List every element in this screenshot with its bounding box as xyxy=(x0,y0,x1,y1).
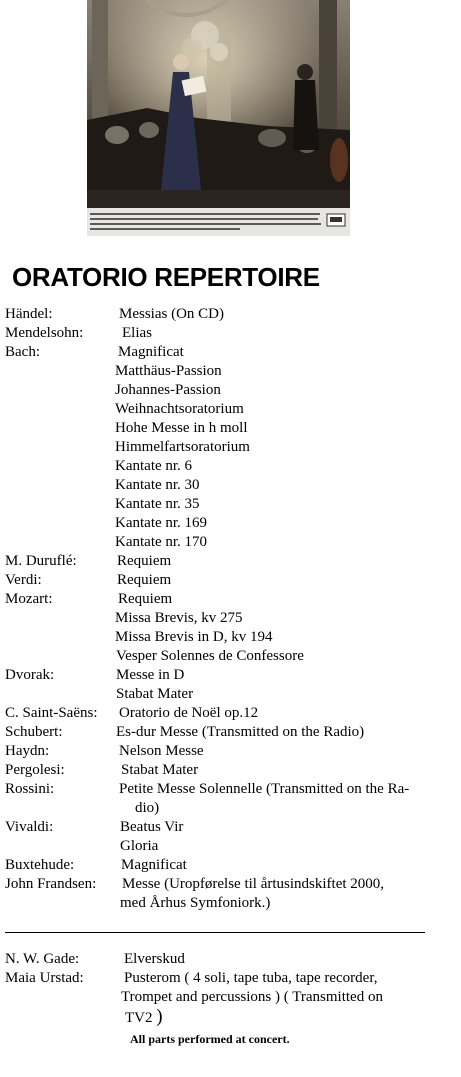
work-title xyxy=(116,647,304,666)
repertoire-row xyxy=(5,533,455,552)
composer-name: Mozart: xyxy=(5,591,53,607)
work-title-text: Oratorio de Noël op.12 xyxy=(119,705,259,721)
composer-name: Dvorak: xyxy=(5,667,55,683)
work-title-text: Messias (On CD) xyxy=(119,306,224,322)
work-title-text: Trompet and percussions ) ( Transmitted on xyxy=(121,989,383,1005)
work-title xyxy=(115,362,222,381)
repertoire-row xyxy=(5,685,455,704)
caption-text-lines xyxy=(87,208,350,236)
work-title-text: Nelson Messe xyxy=(119,743,204,759)
repertoire-row xyxy=(5,381,455,400)
repertoire-row xyxy=(5,438,455,457)
work-title-text: Kantate nr. 30 xyxy=(115,477,200,493)
work-title xyxy=(119,742,204,761)
composer-name: Rossini: xyxy=(5,781,55,797)
work-title-text: med Århus Symfoniork.) xyxy=(120,895,271,911)
work-title xyxy=(119,704,258,723)
repertoire-row xyxy=(5,552,455,571)
work-title-text: Kantate nr. 169 xyxy=(115,515,208,531)
repertoire-row xyxy=(5,590,455,609)
work-title xyxy=(119,780,409,799)
repertoire-row xyxy=(5,609,455,628)
work-title xyxy=(120,837,158,856)
work-title-text: Gloria xyxy=(120,838,159,854)
work-title xyxy=(121,988,383,1007)
composer-name: Schubert: xyxy=(5,724,63,740)
work-title-text: Magnificat xyxy=(118,344,184,360)
work-title-text: Beatus Vir xyxy=(120,819,184,835)
repertoire-row xyxy=(5,400,455,419)
work-title xyxy=(124,950,185,969)
work-title-text: Matthäus-Passion xyxy=(115,363,222,379)
work-title xyxy=(121,761,198,780)
repertoire-row xyxy=(5,894,455,913)
work-title xyxy=(115,476,200,495)
work-title-text: Kantate nr. 6 xyxy=(115,458,193,474)
work-title-text: Kantate nr. 35 xyxy=(115,496,200,512)
repertoire-row xyxy=(5,571,455,590)
work-title xyxy=(116,723,364,742)
composer-name: Pergolesi: xyxy=(5,762,65,778)
work-title-text: Weihnachtsoratorium xyxy=(115,401,244,417)
work-title-text: Messe (Uropførelse til årtusindskiftet 2000, xyxy=(122,876,385,892)
work-title xyxy=(125,1007,163,1028)
composer-name: M. Duruflé: xyxy=(5,553,77,569)
repertoire-row xyxy=(5,647,455,666)
work-title-text: Kantate nr. 170 xyxy=(115,534,208,550)
work-title-text: Requiem xyxy=(117,572,172,588)
repertoire-row xyxy=(5,761,455,780)
work-title xyxy=(115,438,250,457)
repertoire-row xyxy=(5,495,455,514)
composer-name: Verdi: xyxy=(5,572,42,588)
repertoire-row xyxy=(5,305,455,324)
work-title xyxy=(115,533,207,552)
work-title-text: Vesper Solennes de Confessore xyxy=(116,648,304,664)
work-title-text: Requiem xyxy=(117,553,172,569)
work-title xyxy=(120,818,183,837)
concert-photo xyxy=(87,0,350,236)
work-title-text: dio) xyxy=(135,800,160,816)
work-title-text: Missa Brevis, kv 275 xyxy=(115,610,243,626)
composer-name: Haydn: xyxy=(5,743,50,759)
composer-name: Mendelsohn: xyxy=(5,325,84,341)
work-title-text: Requiem xyxy=(118,591,173,607)
work-title xyxy=(119,305,224,324)
work-title-text: Elias xyxy=(122,325,152,341)
composer-name: N. W. Gade: xyxy=(5,951,80,967)
repertoire-row xyxy=(5,457,455,476)
work-title-text: Himmelfartsoratorium xyxy=(115,439,250,455)
repertoire-row xyxy=(5,837,455,856)
work-title-text: Hohe Messe in h moll xyxy=(115,420,248,436)
work-title-text: Stabat Mater xyxy=(121,762,199,778)
work-title xyxy=(116,685,193,704)
work-title xyxy=(122,875,384,894)
repertoire-row xyxy=(5,799,455,818)
composer-name: Maia Urstad: xyxy=(5,970,84,986)
work-title-text: Magnificat xyxy=(121,857,187,873)
work-title xyxy=(115,457,192,476)
repertoire-row xyxy=(5,514,455,533)
repertoire-row xyxy=(5,988,455,1007)
repertoire-row xyxy=(5,324,455,343)
work-title xyxy=(117,571,171,590)
work-title-text: TV2 xyxy=(125,1010,153,1026)
repertoire-list-concert xyxy=(5,950,455,1026)
work-title xyxy=(124,969,377,988)
repertoire-row xyxy=(5,856,455,875)
work-title-text: Es-dur Messe (Transmitted on the Radio) xyxy=(116,724,365,740)
work-title-text: Johannes-Passion xyxy=(115,382,221,398)
work-title-text: Petite Messe Solennelle (Transmitted on the Ra- xyxy=(119,781,410,797)
work-title-text: Messe in D xyxy=(116,667,185,683)
repertoire-row xyxy=(5,704,455,723)
composer-name: Buxtehude: xyxy=(5,857,75,873)
composer-name: C. Saint-Saëns: xyxy=(5,705,98,721)
work-title xyxy=(115,400,244,419)
photo-caption-strip xyxy=(87,208,350,236)
repertoire-row xyxy=(5,476,455,495)
repertoire-row xyxy=(5,969,455,988)
repertoire-row xyxy=(5,875,455,894)
work-title xyxy=(118,590,172,609)
work-title xyxy=(135,799,159,818)
work-title-text: Elverskud xyxy=(124,951,185,967)
composer-name: Vivaldi: xyxy=(5,819,54,835)
work-title-text: Missa Brevis in D, kv 194 xyxy=(115,629,273,645)
composer-name: Bach: xyxy=(5,344,40,360)
work-title xyxy=(115,381,221,400)
composer-name: John Frandsen: xyxy=(5,876,97,892)
concert-photo-image xyxy=(87,0,350,236)
repertoire-row xyxy=(5,1007,455,1026)
concert-note: All parts performed at concert. xyxy=(130,1032,290,1046)
work-title xyxy=(115,419,248,438)
repertoire-row xyxy=(5,950,455,969)
work-title-text: Stabat Mater xyxy=(116,686,194,702)
repertoire-row xyxy=(5,723,455,742)
repertoire-row xyxy=(5,780,455,799)
work-title-tail: ) xyxy=(156,1006,163,1027)
section-divider xyxy=(5,932,425,933)
repertoire-row xyxy=(5,419,455,438)
work-title xyxy=(121,856,187,875)
repertoire-row xyxy=(5,742,455,761)
work-title xyxy=(115,495,200,514)
work-title xyxy=(115,514,207,533)
repertoire-row xyxy=(5,628,455,647)
repertoire-row xyxy=(5,343,455,362)
composer-name: Händel: xyxy=(5,306,53,322)
repertoire-row xyxy=(5,666,455,685)
work-title xyxy=(122,324,152,343)
work-title xyxy=(118,343,184,362)
work-title xyxy=(115,628,273,647)
work-title xyxy=(120,894,270,913)
work-title xyxy=(116,666,184,685)
work-title xyxy=(117,552,171,571)
page-title: ORATORIO REPERTOIRE xyxy=(12,262,320,292)
repertoire-row xyxy=(5,362,455,381)
repertoire-row xyxy=(5,818,455,837)
work-title xyxy=(115,609,243,628)
work-title-text: Pusterom ( 4 soli, tape tuba, tape recorder, xyxy=(124,970,378,986)
repertoire-list xyxy=(5,305,455,913)
